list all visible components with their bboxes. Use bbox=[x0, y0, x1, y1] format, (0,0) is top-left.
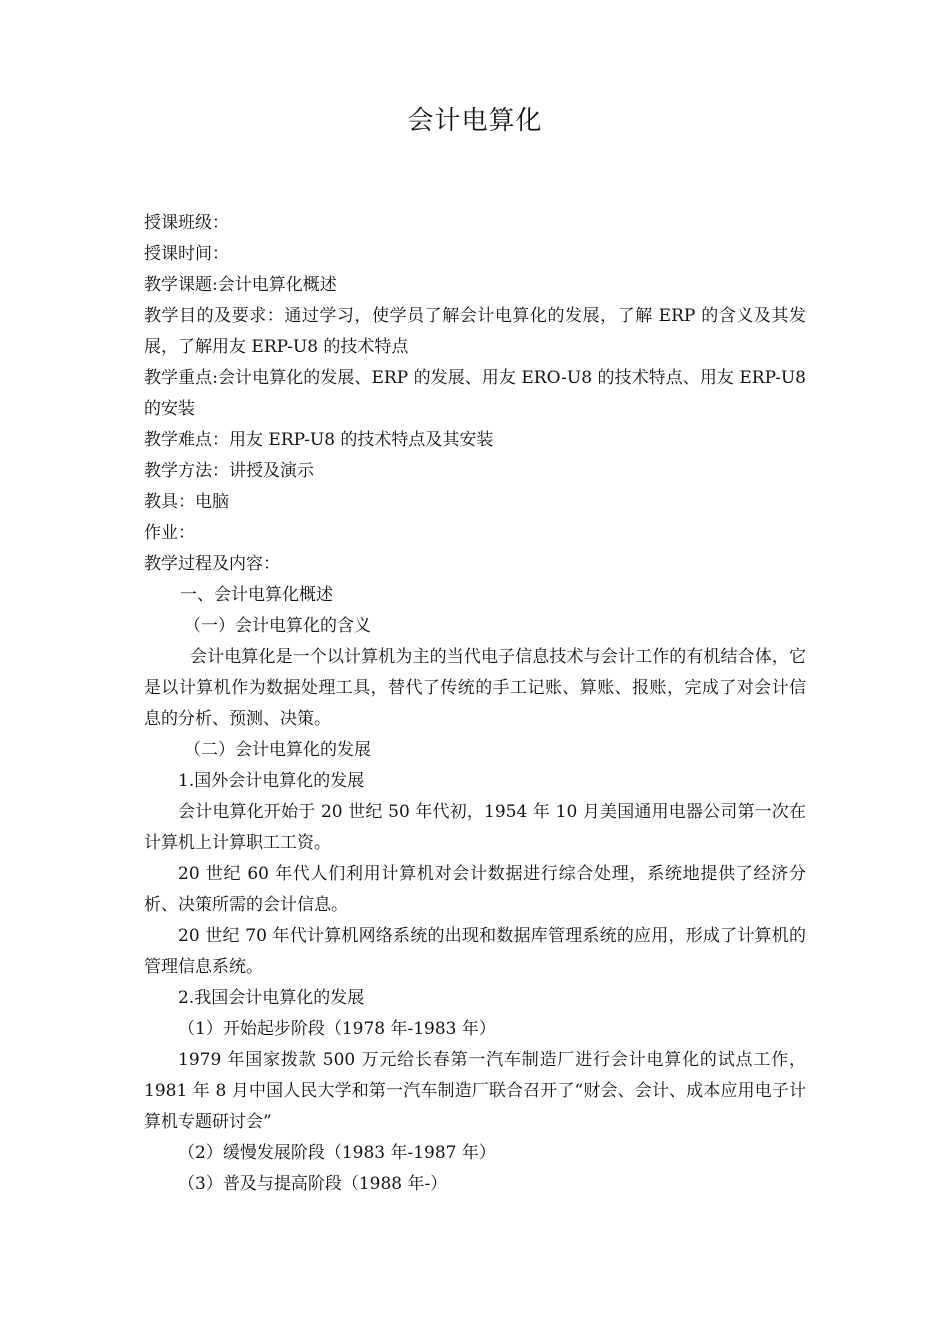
homework-field: 作业： bbox=[144, 523, 195, 543]
time-field: 授课时间： bbox=[144, 244, 229, 264]
item-heading-domestic: 2.我国会计电算化的发展 bbox=[178, 988, 365, 1008]
paragraph-foreign-1: 会计电算化开始于 20 世纪 50 年代初，1954 年 10 月美国通用电器公司第一次在计算机上计算职工工资。 bbox=[144, 802, 806, 853]
paragraph-foreign-3: 20 世纪 70 年代计算机网络系统的出现和数据库管理系统的应用，形成了计算机的管理信息系统。 bbox=[144, 926, 806, 977]
class-field: 授课班级： bbox=[144, 213, 229, 233]
paragraph-foreign-2: 20 世纪 60 年代人们利用计算机对会计数据进行综合处理，系统地提供了经济分析、决策所需的会计信息。 bbox=[144, 864, 806, 915]
stage-heading-1: （1）开始起步阶段（1978 年-1983 年） bbox=[178, 1019, 496, 1039]
document-title: 会计电算化 bbox=[407, 106, 543, 136]
difficulty-field: 教学难点：用友 ERP-U8 的技术特点及其安装 bbox=[144, 430, 494, 450]
subsection-heading-1: （一）会计电算化的含义 bbox=[184, 616, 371, 636]
method-field: 教学方法：讲授及演示 bbox=[144, 461, 314, 481]
document-body bbox=[144, 208, 806, 1200]
stage-heading-2: （2）缓慢发展阶段（1983 年-1987 年） bbox=[178, 1143, 496, 1163]
section-heading-1: 一、会计电算化概述 bbox=[180, 585, 333, 605]
paragraph-definition: 会计电算化是一个以计算机为主的当代电子信息技术与会计工作的有机结合体，它是以计算机作为数据处理工具，替代了传统的手工记账、算账、报账，完成了对会计信息的分析、预测、决策。 bbox=[144, 647, 806, 729]
topic-field: 教学课题:会计电算化概述 bbox=[144, 275, 337, 295]
stage-heading-3: （3）普及与提高阶段（1988 年-） bbox=[178, 1174, 448, 1194]
key-points-field: 教学重点:会计电算化的发展、ERP 的发展、用友 ERO-U8 的技术特点、用友 ERP-U8 的安装 bbox=[144, 368, 806, 419]
process-heading: 教学过程及内容： bbox=[144, 554, 280, 574]
item-heading-foreign: 1.国外会计电算化的发展 bbox=[178, 771, 365, 791]
subsection-heading-2: （二）会计电算化的发展 bbox=[184, 740, 371, 760]
objective-field: 教学目的及要求：通过学习，使学员了解会计电算化的发展，了解 ERP 的含义及其发展，了解用友 ERP-U8 的技术特点 bbox=[144, 306, 806, 357]
paragraph-stage-1: 1979 年国家拨款 500 万元给长春第一汽车制造厂进行会计电算化的试点工作，1981 年 8 月中国人民大学和第一汽车制造厂联合召开了“财会、会计、成本应用电子计算机专题研讨会” bbox=[144, 1050, 806, 1132]
tools-field: 教具：电脑 bbox=[144, 492, 229, 512]
